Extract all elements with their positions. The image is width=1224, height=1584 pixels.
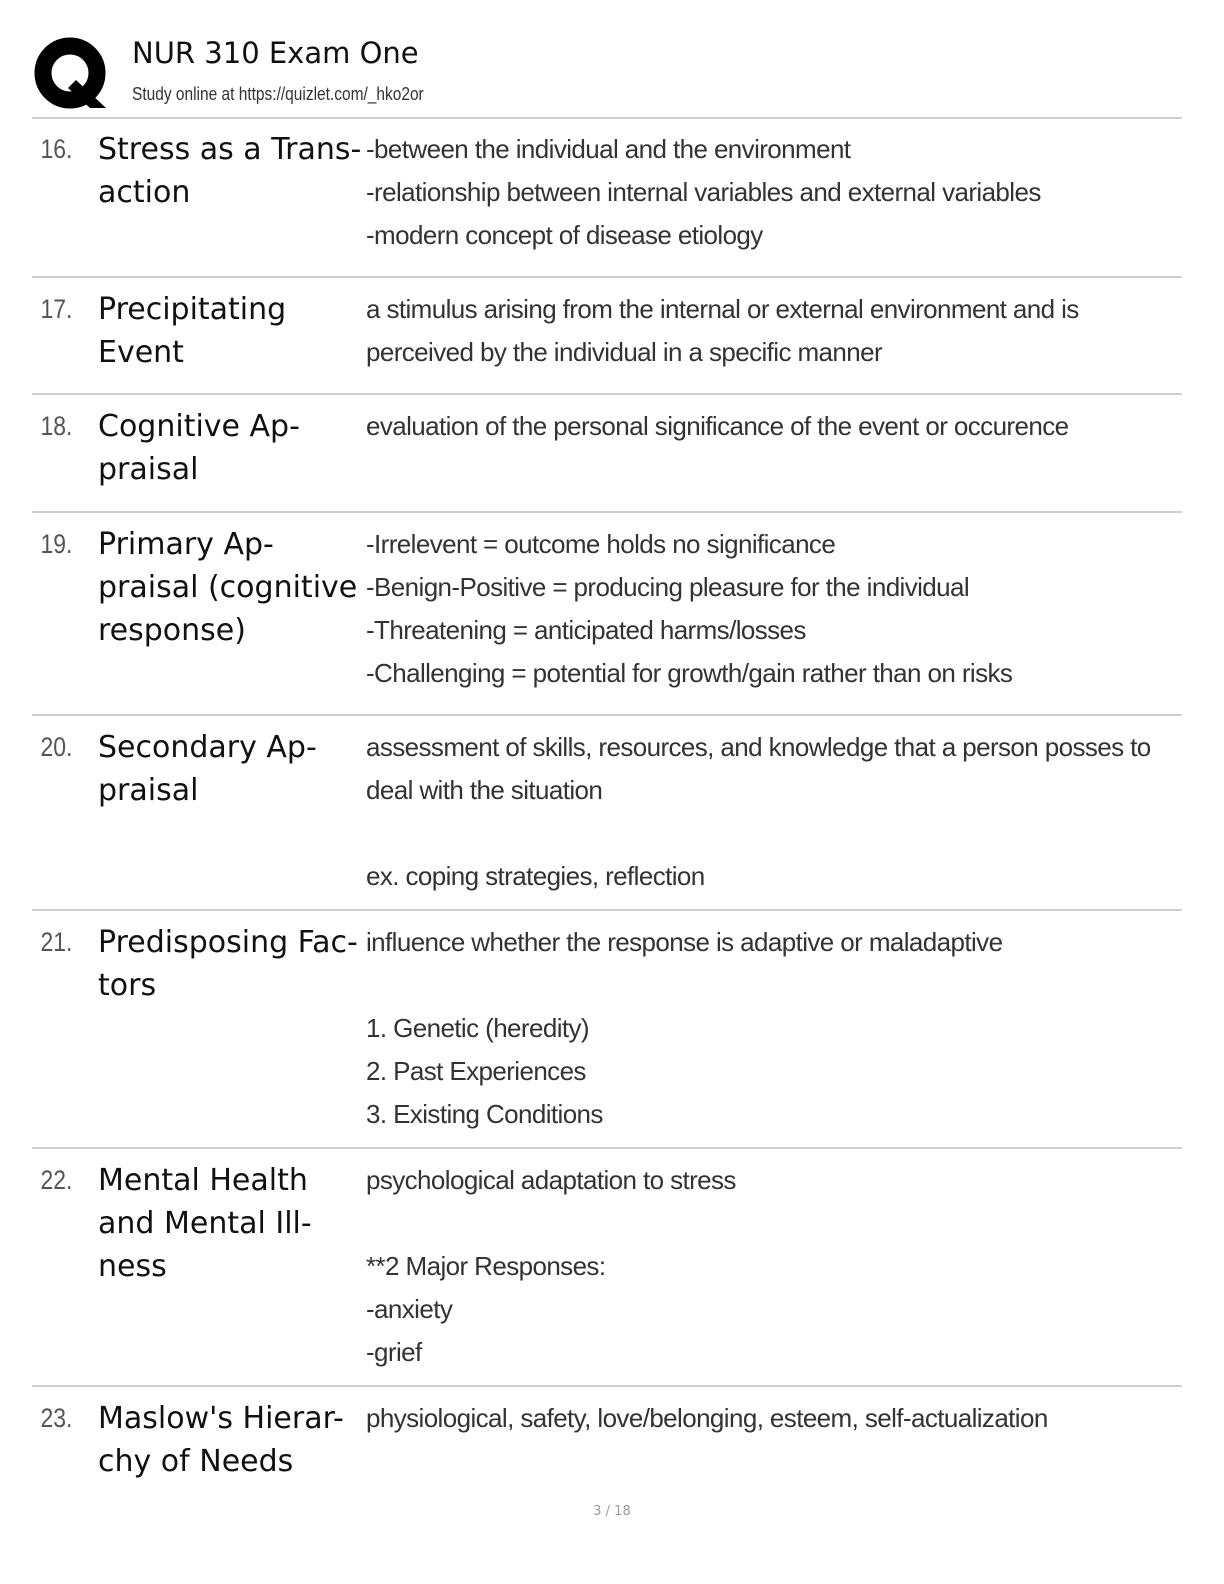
card-definition: -between the individual and the environment -relationship between internal variables and external variables -modern concept of disease etiology (366, 134, 1041, 250)
page-header (32, 34, 1182, 118)
card-number: 16. (40, 134, 73, 164)
card-term: Primary Ap- praisal (cognitive response) (98, 527, 358, 648)
flashcard-row (32, 395, 1182, 513)
card-definition: evaluation of the personal significance of the event or occurence (366, 411, 1069, 441)
card-number: 18. (40, 411, 73, 441)
card-term: Cognitive Ap- praisal (98, 409, 300, 487)
card-definition: assessment of skills, resources, and knowledge that a person posses to deal with the situation ex. coping strategies, reflection (366, 732, 1151, 891)
card-definition: physiological, safety, love/belonging, esteem, self-actualization (366, 1403, 1048, 1433)
document-title: NUR 310 Exam One (132, 36, 419, 70)
flashcard-row (32, 911, 1182, 1149)
page-number: 3 / 18 (593, 1504, 631, 1519)
card-term: Predisposing Fac- tors (98, 925, 358, 1003)
card-term: Stress as a Trans- action (98, 132, 362, 210)
card-definition: -Irrelevent = outcome holds no significance -Benign-Positive = producing pleasure for the individual -Threatening = anticipated harms/losses -Challenging = potential for growth/gain rather than on risks (366, 529, 1013, 688)
card-number: 19. (40, 529, 73, 559)
card-definition: psychological adaptation to stress **2 Major Responses: -anxiety -grief (366, 1165, 736, 1367)
flashcard-row (32, 1387, 1182, 1497)
flashcard-row (32, 513, 1182, 716)
card-term: Maslow's Hierar- chy of Needs (98, 1401, 344, 1479)
flashcard-row (32, 716, 1182, 911)
flashcard-row (32, 278, 1182, 395)
study-online-link[interactable]: Study online at https://quizlet.com/_hko2or (132, 84, 424, 104)
card-number: 20. (40, 732, 73, 762)
card-definition: a stimulus arising from the internal or external environment and is perceived by the individual in a specific manner (366, 294, 1079, 367)
flashcard-list (32, 118, 1182, 1497)
card-number: 22. (40, 1165, 73, 1195)
flashcard-row (32, 1149, 1182, 1387)
card-number: 21. (40, 927, 73, 957)
flashcard-row (32, 118, 1182, 278)
card-definition: influence whether the response is adaptive or maladaptive 1. Genetic (heredity) 2. Past Experiences 3. Existing Conditions (366, 927, 1003, 1129)
card-term: Mental Health and Mental Ill- ness (98, 1163, 312, 1284)
card-number: 23. (40, 1403, 73, 1433)
quizlet-q-logo-icon (34, 36, 110, 112)
card-term: Precipitating Event (98, 292, 287, 370)
card-number: 17. (40, 294, 73, 324)
card-term: Secondary Ap- praisal (98, 730, 317, 808)
